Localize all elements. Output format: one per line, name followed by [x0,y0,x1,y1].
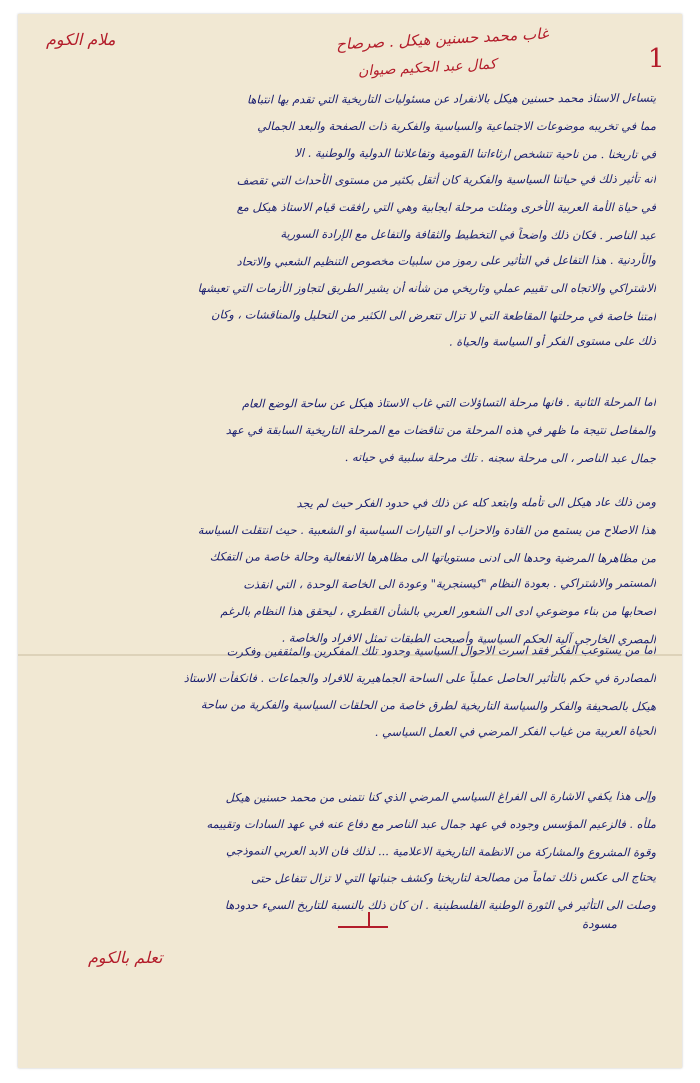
handwritten-line: في تاريخنا . من ناحية تتشخص ارثاءاتنا القومية وتفاعلاتنا الدولية والوطنية . الا [294,145,657,162]
handwritten-line: اما من يستوعب الفكر فقد اسرت الاحوال السياسية وحدود تلك المفكرين والمثقفين وفكرت [226,642,657,659]
handwritten-line: ملأه . فالزعيم المؤسس وجوده في عهد جمال عبد الناصر مع دفاع عنه في عهد السادات وتقييمه [206,817,656,831]
handwritten-line: وصلت الى التأثير في الثورة الوطنية الفلسطينية . ان كان ذلك بالنسبة للتاريخ السيء حدودها [224,898,656,912]
annotation-top-left: ملام الكوم [46,30,116,49]
handwritten-line: يحتاج الى عكس ذلك تماماً من مصالحة لتاريخنا وكشف جنباتها التي لا تزال تتفاعل حتى [251,869,657,886]
handwritten-line: من مظاهرها المرضية وحدها الى ادنى مستوياتها الى مظاهرها الانفعالية وحالة خاصة من التفكك [209,549,657,566]
handwritten-line: الحياة العربية من غياب الفكر المرضي في العمل السياسي . [374,723,657,739]
handwritten-line: عبد الناصر . فكان ذلك واضحاً في التخطيط والثقافة والتفاعل مع الإرادة السورية [280,226,657,243]
handwritten-line: في حياة الأمة العربية الأخرى ومثلت مرحلة ايجابية وهي التي رافقت قيام الاستاذ هيكل مع [236,200,656,214]
annotation-header-line1: غاب محمد حسنين هيكل . صرصاح [335,24,549,54]
underline-mark [338,926,388,928]
handwritten-line: يتساءل الاستاذ محمد حسنين هيكل بالانفراد عن مسئوليات التاريخية التي تقدم بها انتباها [246,90,657,107]
handwritten-line: المصري الخارجي آلية الحكم السياسية وأصبحت الطبقات تمثل الافراد والخاصة . [281,630,657,647]
draft-label: مسودة [582,917,617,931]
handwritten-line: هيكل بالصحيفة والفكر والسياسة التاريخية لطرق خاصة من الحلقات السياسية والفكرية من ساحة [200,697,657,714]
handwritten-line: وإلى هذا يكفي الاشارة الى الفراغ السياسي المرضي الذي كنا نتمنى من محمد حسنين هيكل [225,788,657,805]
handwritten-line: ومن ذلك عاد هيكل الى تأمله وابتعد كله عن ذلك في حدود الفكر حيث لم يجد [296,494,657,511]
handwritten-line: وقوة المشروع والمشاركة من الانظمة التاريخية الاعلامية ... لذلك فان الابد العربي النموذجي [226,843,657,860]
handwritten-line: الاشتراكي والاتجاه الى تقييم عملي وتاريخي من شأنه أن يشير الطريق لتجاوز الأزمات التي تعيشها [197,281,656,295]
handwritten-line: مما في تخريبه موضوعات الاجتماعية والسياسية والفكرية ذات الصفحة والبعد الجمالي [257,119,656,133]
handwritten-line: جمال عبد الناصر ، الى مرحلة سجنه . تلك مرحلة سلبية في حياته . [344,449,657,466]
annotation-bottom-left: تعلم بالكوم [88,948,163,967]
handwritten-line: امتنا خاصة في مرحلتها المقاطعة التي لا تزال تتعرض الى الكثير من التحليل والمناقشات ، وكان [211,307,657,324]
underline-mark-tick [368,912,370,926]
handwritten-line: اما المرحلة الثانية . فانها مرحلة التساؤلات التي غاب الاستاذ هيكل عن ساحة الوضع العام [241,394,657,411]
handwritten-line: والأردنية . هذا التفاعل في التأثير على رموز من سلبيات مخصوص التنظيم الشعبي والاتحاد [236,252,657,269]
handwritten-line: اصحابها من بناء موضوعي ادى الى الشعور العربي بالشأن القطري ، ليحقق هذا النظام بالرغم [220,604,656,618]
page-number: 1 [648,44,665,74]
handwritten-line: انه تأثير ذلك في حياتنا السياسية والفكرية كان أثقل بكثير من مستوى الأحداث التي تقصف [236,171,657,188]
handwritten-line: ذلك على مستوى الفكر أو السياسة والحياة . [448,333,657,349]
annotation-header-line2: كمال عبد الحكيم صيوان [357,56,497,80]
handwritten-line: المستمر والاشتراكي . بعودة النظام "كيسنجرية" وعودة الى الخاصة الوحدة ، التي انقذت [243,575,657,592]
handwritten-line: المصادرة في حكم بالتأثير الحاصل عملياً على الساحة الجماهيرية للافراد والجماعات . فانكفأت الاستاذ [183,671,656,685]
handwritten-line: والمفاصل نتيجة ما ظهر في هذه المرحلة من تناقضات مع المرحلة التاريخية السابقة في عهد [225,423,656,437]
handwritten-line: هذا الاصلاح من يستمع من القادة والاحزاب او التيارات السياسية او الشعبية . حيث انتقلت السياسة [197,523,656,537]
letter-sheet [18,14,682,1068]
